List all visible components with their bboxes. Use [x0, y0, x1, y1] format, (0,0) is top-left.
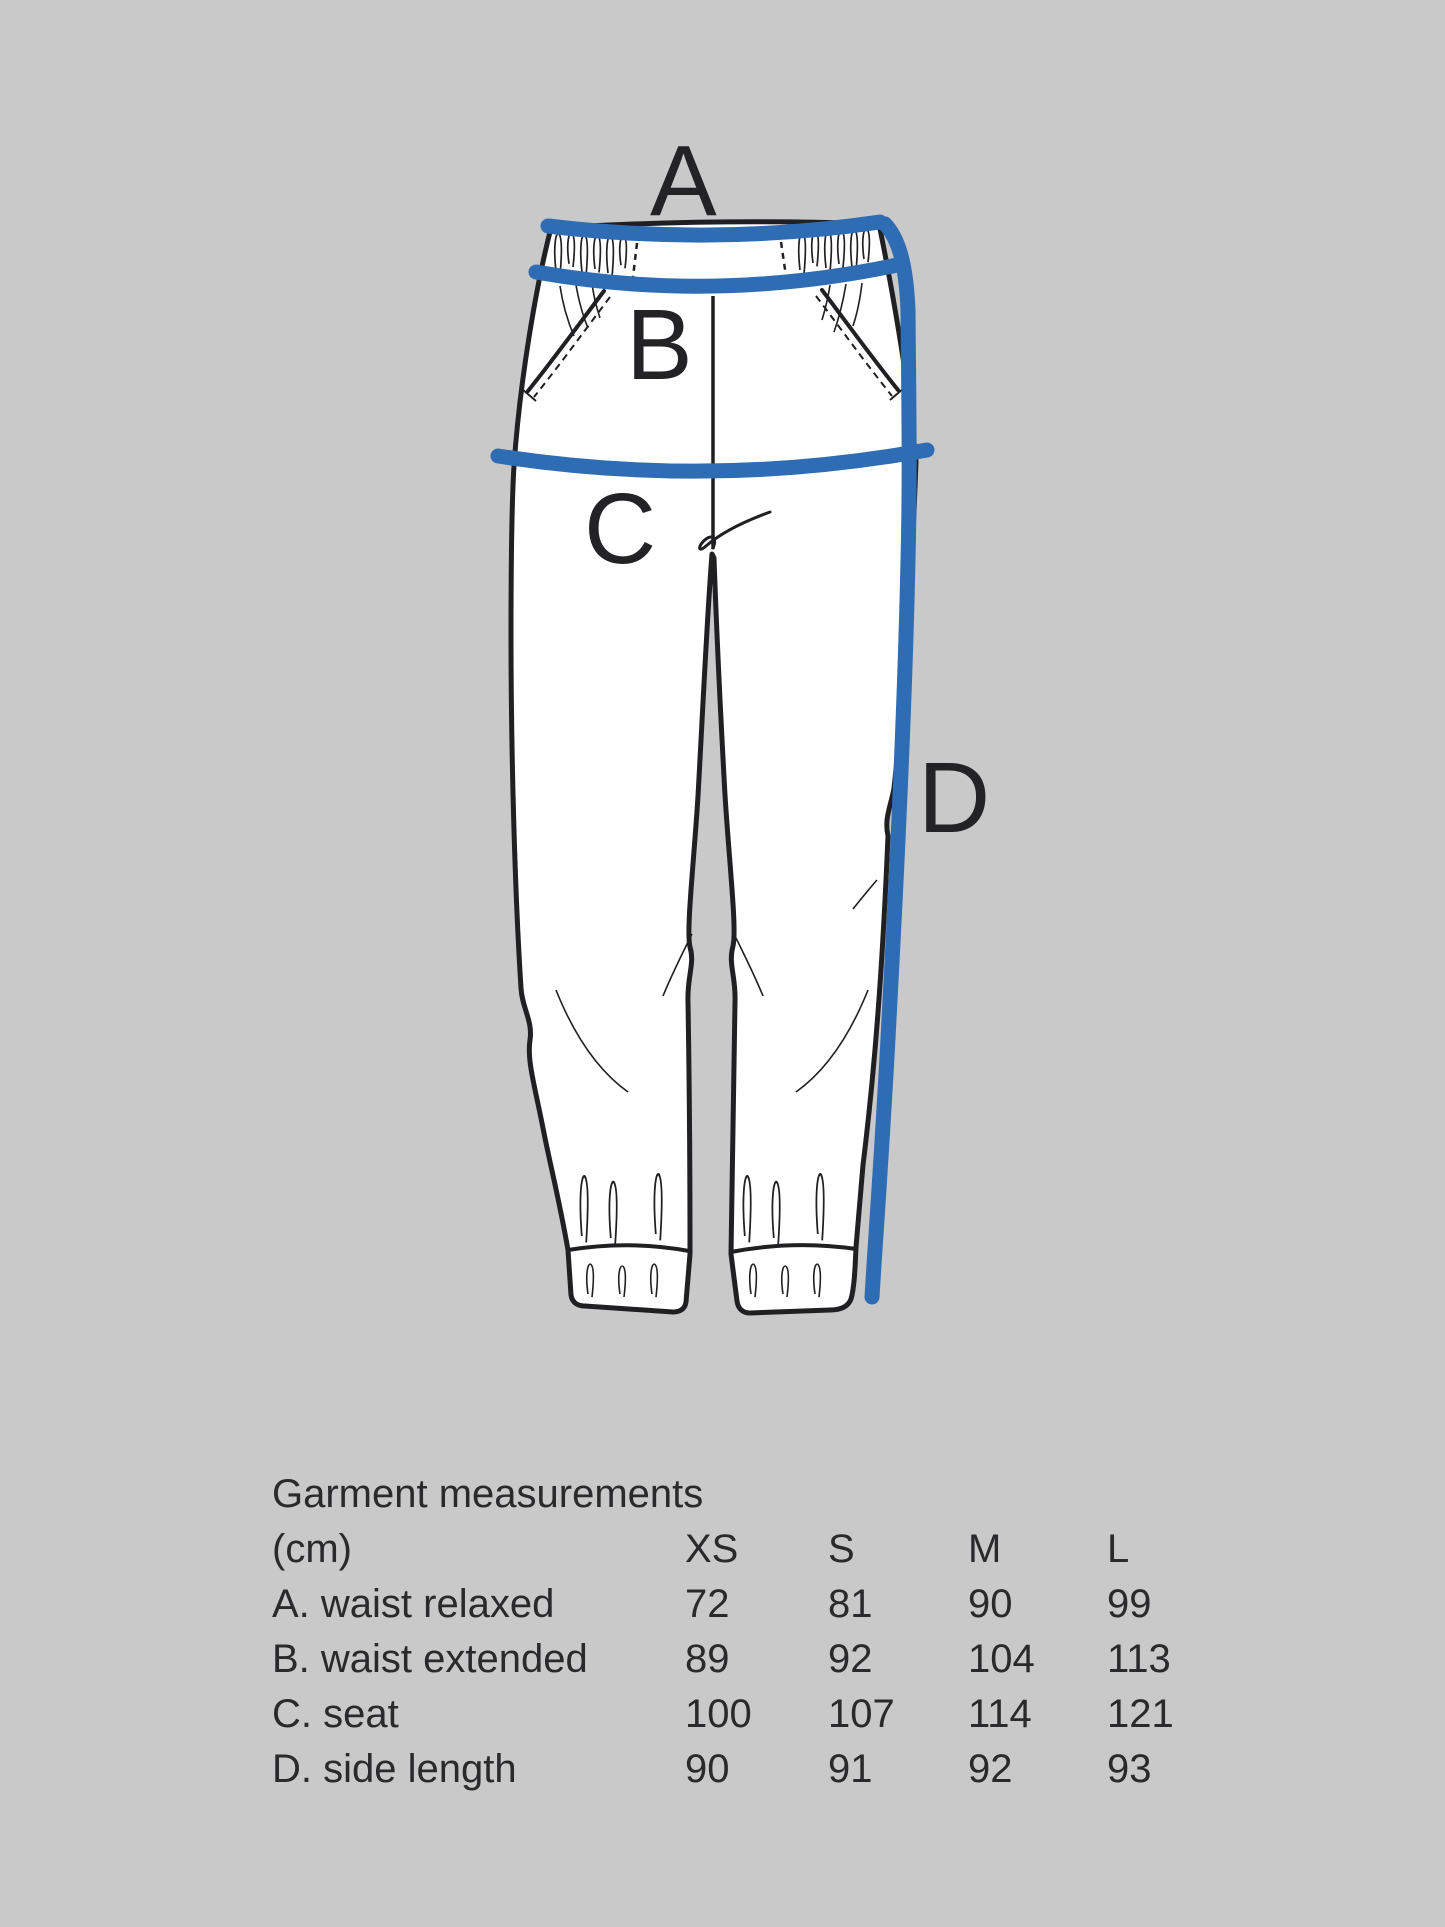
value-l: 121: [1107, 1692, 1174, 1736]
value-xs: 72: [685, 1582, 730, 1626]
value-s: 81: [828, 1582, 873, 1626]
unit-label: (cm): [272, 1527, 352, 1571]
value-m: 104: [968, 1637, 1035, 1681]
value-m: 92: [968, 1747, 1013, 1791]
row-label: C. seat: [272, 1692, 399, 1736]
marker-letter-d: D: [918, 742, 991, 854]
marker-letter-b: B: [626, 289, 693, 401]
value-xs: 89: [685, 1637, 730, 1681]
table-title: Garment measurements: [272, 1472, 704, 1516]
value-s: 107: [828, 1692, 895, 1736]
value-xs: 90: [685, 1747, 730, 1791]
row-label: B. waist extended: [272, 1637, 588, 1681]
value-s: 91: [828, 1747, 873, 1791]
size-header-m: M: [968, 1527, 1002, 1571]
value-l: 99: [1107, 1582, 1152, 1626]
size-header-xs: XS: [685, 1527, 739, 1571]
value-l: 113: [1107, 1637, 1171, 1681]
garment-measurements-table: [272, 1474, 1322, 1814]
size-header-l: L: [1107, 1527, 1130, 1571]
row-label: A. waist relaxed: [272, 1582, 555, 1626]
value-l: 93: [1107, 1747, 1152, 1791]
value-m: 90: [968, 1582, 1013, 1626]
value-s: 92: [828, 1637, 873, 1681]
value-m: 114: [968, 1692, 1032, 1736]
row-label: D. side length: [272, 1747, 517, 1791]
value-xs: 100: [685, 1692, 752, 1736]
pants-drawing: [511, 222, 916, 1313]
marker-letter-a: A: [650, 125, 717, 237]
marker-letter-c: C: [584, 473, 657, 585]
size-header-s: S: [828, 1527, 855, 1571]
